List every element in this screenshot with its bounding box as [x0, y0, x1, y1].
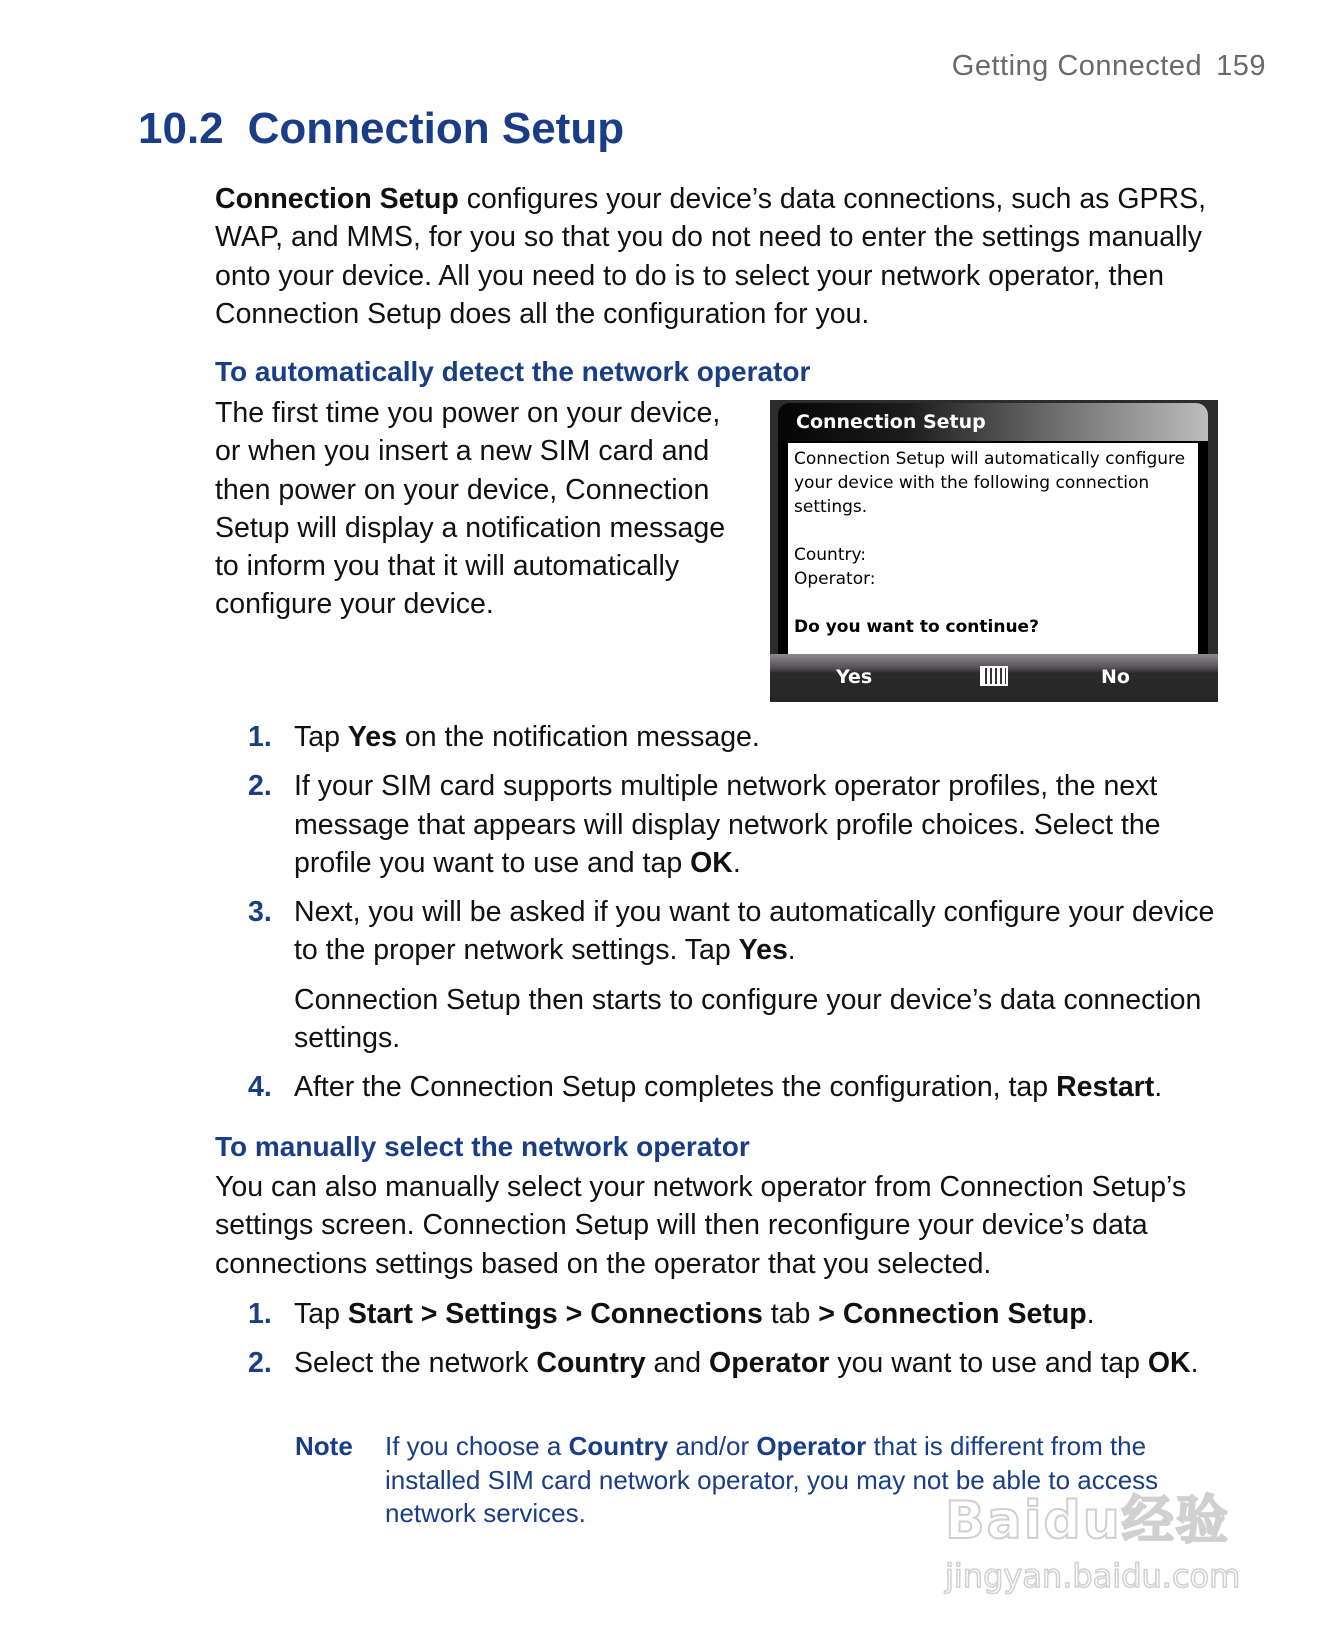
page-number: 159: [1216, 50, 1266, 82]
step-bold: Settings: [445, 1298, 558, 1330]
manual-select-body: You can also manually select your network operator from Connection Setup’s settings screen. Connection Setup will then reconfigure your device’s data connections settings based on the operator that you selected.: [215, 1171, 1187, 1280]
device-screenshot: [770, 400, 1218, 702]
dialog-title: Connection Setup: [778, 403, 1208, 441]
step-bold: Yes: [347, 721, 398, 753]
baidu-watermark: [945, 1478, 1245, 1598]
note-bold: Country: [568, 1431, 669, 1461]
step-text: on the notification message.: [397, 721, 760, 753]
operator-label: Operator:: [794, 569, 876, 589]
step-text: .: [1086, 1298, 1095, 1330]
step-bold: OK: [690, 846, 733, 879]
list-item: [248, 1068, 1228, 1106]
auto-detect-body: The first time you power on your device, or when you insert a new SIM card and then power on your device, Connection Setup will display a notification message to inform you that it will automatically configure your device.: [215, 397, 726, 621]
auto-steps-list: [248, 718, 1228, 1118]
step-number: 1.: [248, 721, 272, 753]
step-number: 3.: [248, 896, 272, 929]
keyboard-icon[interactable]: [980, 666, 1008, 686]
note-bold: Operator: [756, 1431, 867, 1461]
step-number: 4.: [248, 1071, 272, 1104]
step-text: .: [787, 934, 796, 967]
auto-detect-heading: To automatically detect the network operator: [215, 356, 811, 387]
yes-softkey[interactable]: Yes: [836, 666, 873, 688]
list-item: [248, 718, 1228, 756]
step-bold: Operator: [709, 1347, 830, 1380]
intro-text: configures your device’s data connections, such as GPRS, WAP, and MMS, for you so that you do not need to enter the settings manually onto your device. All you need to do is to select your network operator, then Connection Setup does all the configuration for you.: [215, 183, 1207, 330]
step-text: tab: [762, 1298, 819, 1330]
step-number: 1.: [248, 1298, 272, 1330]
step-text: Next, you will be asked if you want to automatically configure your device to the proper network settings. Tap: [294, 896, 1215, 967]
step-bold: OK: [1147, 1347, 1191, 1380]
no-softkey[interactable]: No: [1101, 666, 1130, 688]
step-text: Tap: [294, 1298, 348, 1330]
step-number: 2.: [248, 1347, 272, 1380]
step-bold: > Connection Setup: [818, 1298, 1087, 1330]
step-bold: Restart: [1056, 1071, 1155, 1104]
step-bold: Connections: [590, 1298, 763, 1330]
step-number: 2.: [248, 770, 272, 803]
list-item: [248, 767, 1228, 882]
step-text: Tap: [294, 721, 348, 753]
step-text: After the Connection Setup completes the configuration, tap: [294, 1071, 1057, 1104]
note-text-part: and/or: [668, 1431, 757, 1461]
note-text-part: If you choose a: [385, 1431, 569, 1461]
softkey-bar: [770, 654, 1218, 702]
note-label: Note: [295, 1431, 353, 1461]
step-text: you want to use and tap: [829, 1347, 1148, 1380]
step-bold: Start: [347, 1298, 413, 1330]
manual-steps-list: [248, 1295, 1228, 1394]
intro-paragraph: [215, 180, 1225, 333]
dialog-question: Do you want to continue?: [794, 617, 1039, 637]
step-text: .: [1190, 1347, 1199, 1380]
list-item: [248, 893, 1228, 1057]
step-continuation: Connection Setup then starts to configure your device’s data connection settings.: [294, 983, 1202, 1055]
dialog-body: [788, 443, 1198, 654]
step-text: .: [732, 846, 741, 879]
manual-select-heading: To manually select the network operator: [215, 1131, 750, 1162]
page-title: [138, 104, 624, 154]
list-item: [248, 1344, 1228, 1382]
country-label: Country:: [794, 545, 867, 565]
step-text: .: [1154, 1071, 1163, 1104]
running-head: [952, 50, 1266, 83]
separator: >: [557, 1298, 591, 1330]
running-head-section: Getting Connected: [951, 50, 1203, 82]
watermark-url: jingyan.baidu.com: [945, 1557, 1241, 1595]
step-bold: Country: [536, 1347, 646, 1380]
section-title: Connection Setup: [247, 104, 625, 153]
intro-bold-term: Connection Setup: [215, 183, 459, 215]
note-text-part: that is different from the installed SIM card network operator, you may not be able to access network services.: [385, 1431, 1159, 1528]
step-text: and: [645, 1347, 710, 1380]
dialog: [778, 403, 1208, 654]
separator: >: [412, 1298, 446, 1330]
section-number: 10.2: [138, 104, 224, 153]
dialog-message: Connection Setup will automatically configure your device with the following connection settings.: [794, 449, 1186, 517]
step-text: If your SIM card supports multiple network operator profiles, the next message that appears will display network profile choices. Select the profile you want to use and tap: [294, 770, 1161, 879]
watermark-logo: Baidu经验: [945, 1491, 1230, 1551]
list-item: [248, 1295, 1228, 1333]
step-text: Select the network: [294, 1347, 537, 1380]
step-bold: Yes: [738, 934, 788, 967]
